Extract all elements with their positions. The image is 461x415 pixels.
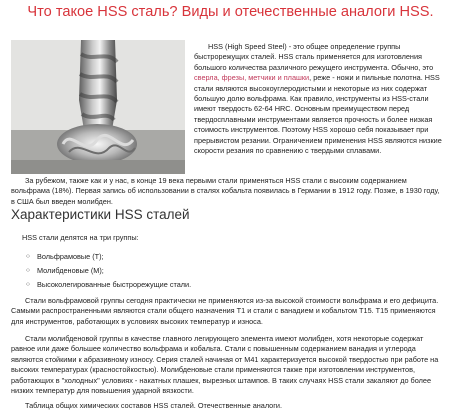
page-title: Что такое HSS сталь? Виды и отечественные аналоги HSS. — [27, 4, 434, 20]
intro-p1-start: HSS (High Speed Steel) - это общее определение группы быстрорежущих сталей. HSS сталь применяется для изготовления большого количества различного режущего инструмента. Обычно, это — [194, 42, 434, 72]
list-item: ○ Молибденовые (М); — [26, 264, 191, 278]
intro-p1-end: , реже - ножи и пильные полотна. HSS стали являются высокоуглеродистыми и некоторые из них содержат большую долю вольфрама. Как правило, инструменты из HSS-стали имеют твердость 62-64 HRC. Основным преимуществом перед твердосплавными инструментами является прочность и более низкая стоимость инструментов. Поэтому HSS хорошо себя показывает при прерывистом резании. Ограничением применения HSS являются низкие скорости резания по сравнению с твердыми сплавами. — [194, 73, 442, 156]
table-caption: Таблица общих химических составов HSS сталей. Отечественные аналоги. — [25, 401, 283, 410]
molybdenum-paragraph: Стали молибденовой группы в качестве главного легирующего элемента имеют молибден, хотя некоторые содержат равное или даже большее количество вольфрама и кобальта. Стали с повышенным содержанием ванадия и углерода являются стойкими к абразивному износу. Серия сталей начиная от М41 характеризуется высокой твердостью при работе на высоких температурах (красностойкостью). Молибденовые стали применяются также при изготовлении инструментов, работающих в "холодных" условиях - накатных плашек, вырезных штампов. В таких случаях HSS стали закаляют до более низких температур для повышения ударной вязкости. — [11, 334, 439, 396]
section-heading: Характеристики HSS сталей — [11, 207, 190, 222]
tungsten-paragraph: Стали вольфрамовой группы сегодня практически не применяются из-за высокой стоимости вольфрама и его дефицита. Самыми распространенными являются стали общего назначения Т1 и стали с ванадием и кобальтом Т15. Т15 применяются для инструментов, работающих в условиях высоких температур и износа. — [11, 296, 439, 326]
image-space — [11, 42, 194, 176]
intro-paragraph-2: За рубежом, также как и у нас, в конце 19 века первыми стали применяться HSS стали с высоким содержанием вольфрама (18%). Первая запись об использовании в сталях кобальта появилась в Германии в 1912 году. Позже, в 1930 году, в США был введен молибден. — [11, 176, 440, 206]
steel-groups-list — [26, 250, 191, 292]
list-item: ○ Вольфрамовые (Т); — [26, 250, 191, 264]
tools-link[interactable]: сверла, фрезы, метчики и плашки — [194, 73, 310, 83]
groups-lead: HSS стали делятся на три группы: — [22, 233, 139, 242]
list-item: ○ Высоколегированные быстрорежущие стали. — [26, 278, 191, 292]
intro-text — [11, 42, 444, 207]
